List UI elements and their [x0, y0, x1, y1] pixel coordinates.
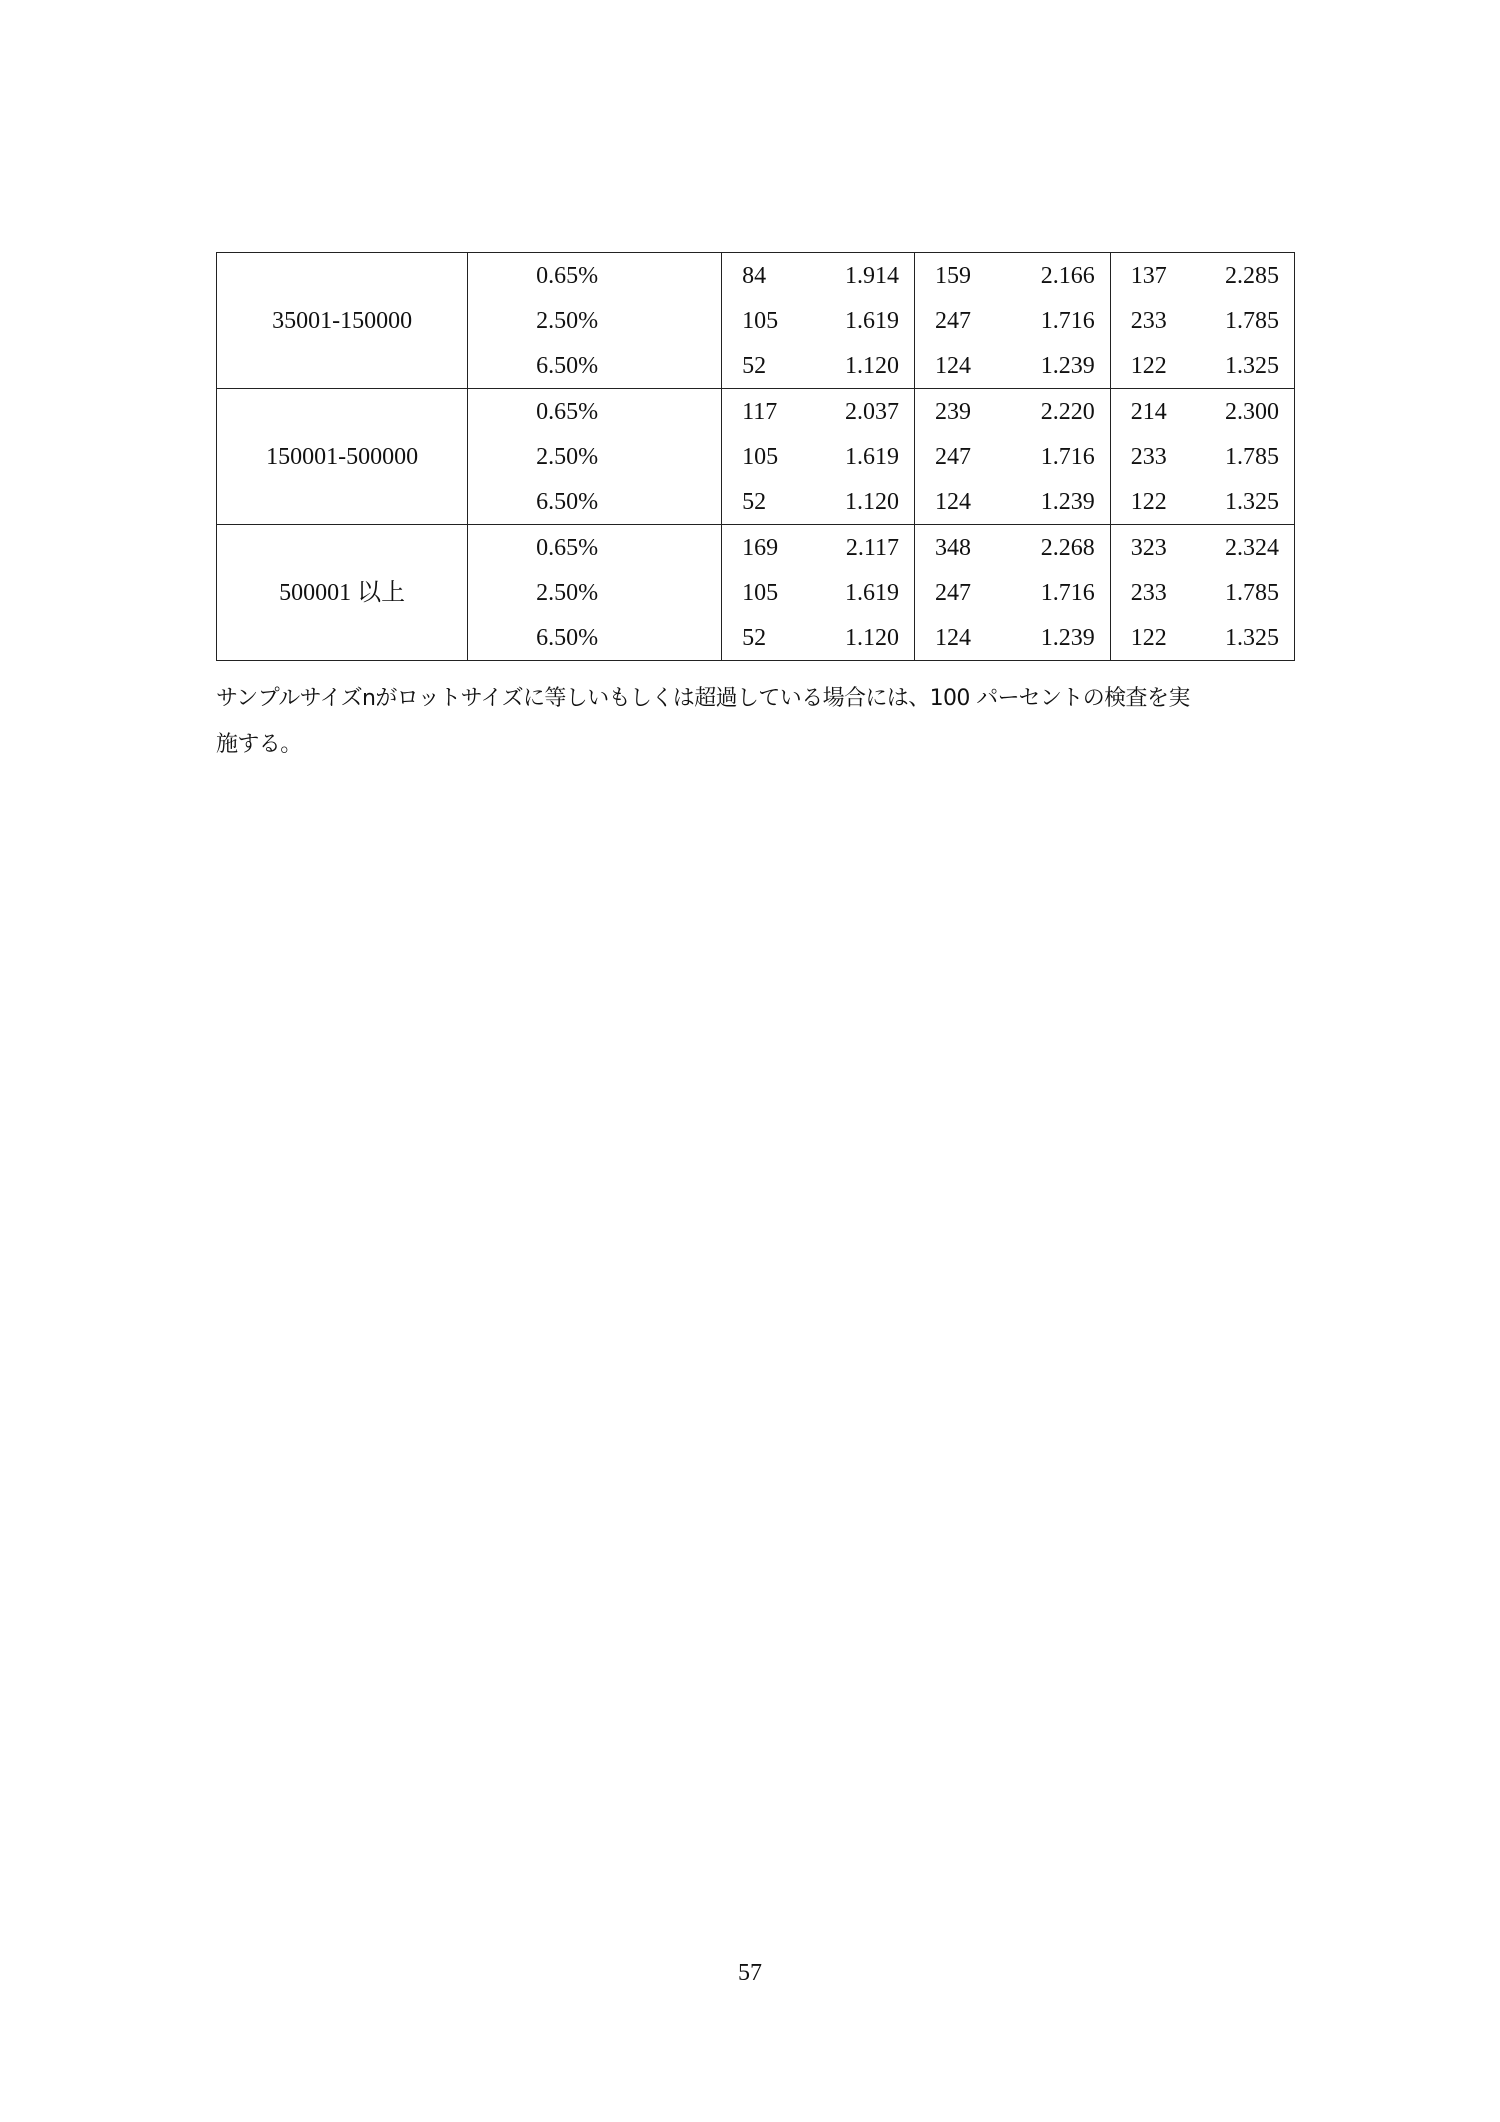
sample-size-cell: 105 — [742, 443, 779, 470]
k-value-cell: 1.239 — [996, 343, 1111, 389]
sample-size-cell: 159 — [934, 262, 971, 289]
k-value-cell: 1.120 — [803, 343, 915, 389]
aql-cell: 6.50% — [468, 479, 722, 525]
sample-size-cell: 84 — [742, 262, 767, 289]
k-value-cell: 1.120 — [803, 615, 915, 661]
sample-size-cell: 247 — [934, 307, 971, 334]
sample-size-cell: 122 — [1130, 624, 1167, 651]
k-value-cell: 1.785 — [1225, 443, 1279, 470]
k-value-cell: 1.325 — [1225, 488, 1279, 515]
k-value-cell: 2.220 — [996, 389, 1111, 435]
sample-size-cell: 323 — [1130, 534, 1167, 561]
sample-size-cell: 239 — [934, 398, 971, 425]
k-value-cell: 2.037 — [803, 389, 915, 435]
sample-size-cell: 124 — [934, 488, 971, 515]
aql-cell: 0.65% — [468, 389, 722, 435]
sample-size-cell: 105 — [742, 307, 779, 334]
k-value-cell: 1.325 — [1225, 352, 1279, 379]
sample-size-cell: 233 — [1130, 579, 1167, 606]
sample-size-cell: 137 — [1130, 262, 1167, 289]
k-value-cell: 1.239 — [996, 479, 1111, 525]
lot-size-cell: 500001 以上 — [217, 525, 468, 661]
aql-cell: 2.50% — [468, 570, 722, 615]
sample-size-cell: 117 — [742, 398, 778, 425]
k-value-cell: 2.300 — [1225, 398, 1279, 425]
lot-group — [217, 389, 1295, 525]
table-row — [217, 525, 1295, 571]
k-value-cell: 1.239 — [996, 615, 1111, 661]
k-value-cell: 2.117 — [803, 525, 915, 571]
k-value-cell: 2.166 — [996, 253, 1111, 299]
aql-cell: 6.50% — [468, 343, 722, 389]
sample-size-cell: 214 — [1130, 398, 1167, 425]
sample-size-cell: 169 — [742, 534, 779, 561]
sample-size-cell: 348 — [934, 534, 971, 561]
sample-size-cell: 122 — [1130, 352, 1167, 379]
aql-cell: 2.50% — [468, 298, 722, 343]
k-value-cell: 1.716 — [996, 570, 1111, 615]
sample-size-cell: 105 — [742, 579, 779, 606]
lot-group — [217, 525, 1295, 661]
k-value-cell: 2.268 — [996, 525, 1111, 571]
sampling-plan-table — [216, 252, 1295, 661]
k-value-cell: 1.619 — [803, 298, 915, 343]
aql-cell: 0.65% — [468, 253, 722, 299]
k-value-cell: 1.914 — [803, 253, 915, 299]
k-value-cell: 2.285 — [1225, 262, 1279, 289]
page-number: 57 — [738, 1960, 762, 1986]
aql-cell: 0.65% — [468, 525, 722, 571]
sample-size-cell: 52 — [742, 352, 767, 379]
k-value-cell: 1.716 — [996, 434, 1111, 479]
sample-size-cell: 233 — [1130, 307, 1167, 334]
lot-group — [217, 253, 1295, 389]
k-value-cell: 1.619 — [803, 434, 915, 479]
lot-size-cell: 35001-150000 — [217, 253, 468, 389]
sample-size-cell: 122 — [1130, 488, 1167, 515]
k-value-cell: 1.716 — [996, 298, 1111, 343]
k-value-cell: 1.325 — [1225, 624, 1279, 651]
k-value-cell: 1.785 — [1225, 579, 1279, 606]
sample-size-cell: 52 — [742, 488, 767, 515]
sample-size-cell: 247 — [934, 579, 971, 606]
table-row — [217, 253, 1295, 299]
sample-size-cell: 124 — [934, 624, 971, 651]
k-value-cell: 1.785 — [1225, 307, 1279, 334]
sample-size-cell: 233 — [1130, 443, 1167, 470]
k-value-cell: 1.120 — [803, 479, 915, 525]
aql-cell: 6.50% — [468, 615, 722, 661]
footnote-paragraph — [216, 676, 1306, 768]
lot-size-cell: 150001-500000 — [217, 389, 468, 525]
k-value-cell: 1.619 — [803, 570, 915, 615]
k-value-cell: 2.324 — [1225, 534, 1279, 561]
sample-size-cell: 124 — [934, 352, 971, 379]
aql-cell: 2.50% — [468, 434, 722, 479]
footnote-line: サンプルサイズnがロットサイズに等しいもしくは超過している場合には、100 パーセントの検査を実 — [216, 686, 1190, 711]
sample-size-cell: 247 — [934, 443, 971, 470]
footnote-line: 施する。 — [216, 732, 302, 757]
sample-size-cell: 52 — [742, 624, 767, 651]
table-row — [217, 389, 1295, 435]
